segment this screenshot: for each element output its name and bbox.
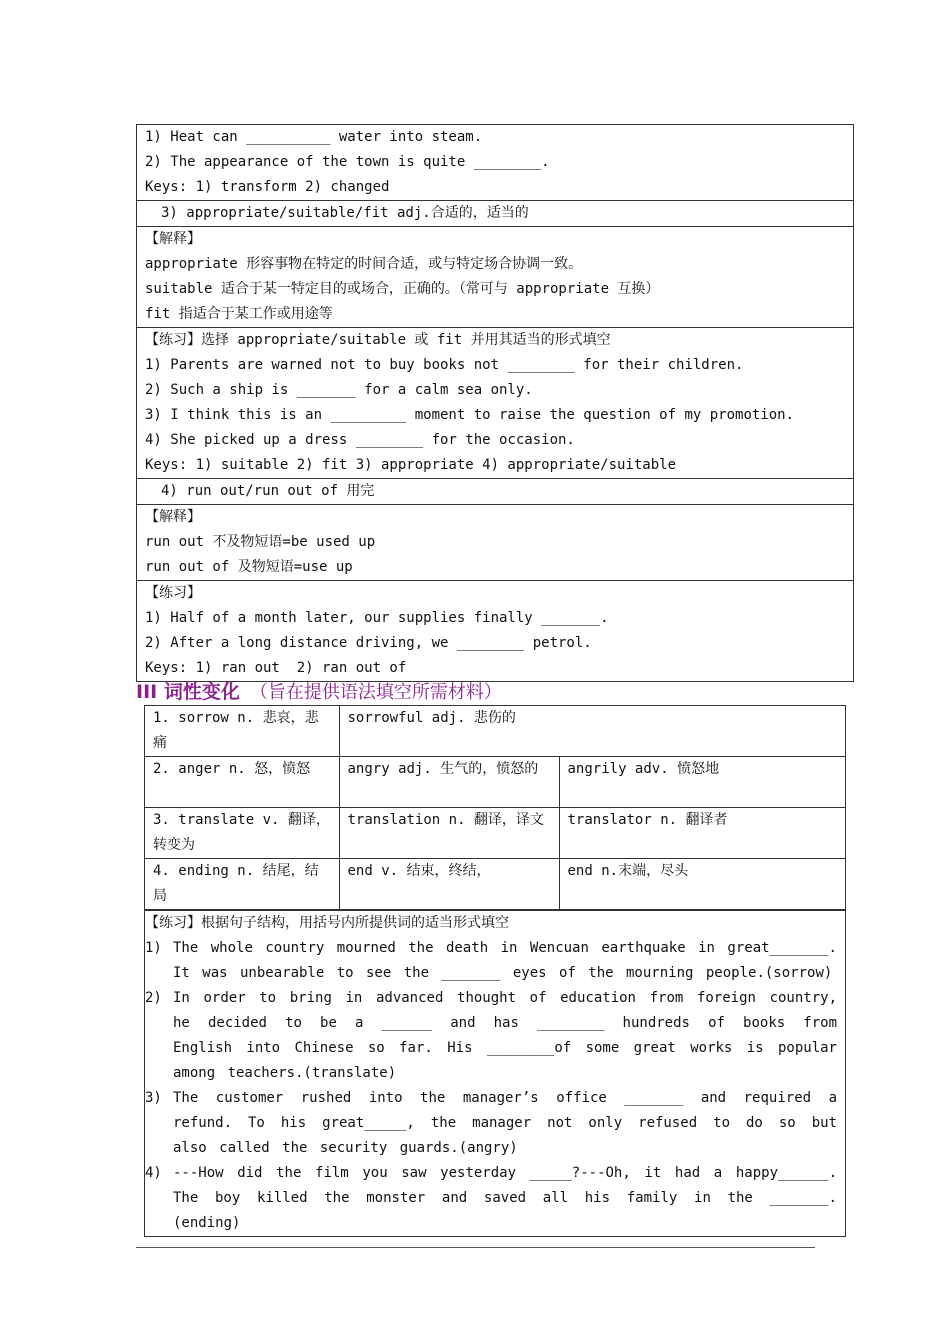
- exercise-line: 1) Half of a month later, our supplies finally _______.: [145, 610, 609, 626]
- item-text: The whole country mourned the death in Wencuan earthquake in great_______. It was unbearable to see the _______ eyes of the mourning people.(sorrow): [173, 940, 837, 981]
- table-cell: translation n. 翻译，译文: [339, 808, 559, 859]
- table-row: [145, 757, 845, 808]
- list-item: [145, 936, 837, 986]
- item-number: 1): [145, 940, 162, 956]
- table-cell: end n.末端，尽头: [559, 859, 845, 910]
- list-item: [145, 1161, 837, 1236]
- exercise-line: 2) The appearance of the town is quite ________.: [145, 154, 550, 170]
- practice-label: 【练习】根据句子结构，用括号内所提供词的适当形式填空: [145, 915, 509, 931]
- explanation-label: 【解释】: [145, 509, 201, 525]
- table-cell: sorrowful adj. 悲伤的: [339, 706, 845, 757]
- practice-label: 【练习】: [145, 585, 201, 601]
- explanation-line: run out 不及物短语=be used up: [145, 534, 376, 550]
- table-cell: 4. ending n. 结尾，结局: [145, 859, 339, 910]
- exercise-line: 4) She picked up a dress ________ for the occasion.: [145, 432, 575, 448]
- footer-divider: [136, 1247, 815, 1248]
- table-row: [145, 706, 845, 757]
- item-number: 3): [145, 1090, 162, 1106]
- list-item: [145, 986, 837, 1086]
- item-text: ---How did the film you saw yesterday _____?---Oh, it had a happy______. The boy killed the monster and saved all his family in the _______.(ending): [173, 1165, 837, 1231]
- section-subtitle: （旨在提供语法填空所需材料）: [249, 682, 502, 703]
- answer-keys: Keys: 1) transform 2) changed: [145, 179, 390, 195]
- explanation-run-out: [137, 504, 853, 580]
- item-number: 2): [145, 990, 162, 1006]
- word-heading: 3) appropriate/suitable/fit adj.合适的，适当的: [161, 205, 529, 221]
- answer-keys: Keys: 1) ran out 2) ran out of: [145, 660, 407, 676]
- table-row: [145, 859, 845, 910]
- practice-appropriate: [137, 327, 853, 478]
- table-cell: 2. anger n. 怒，愤怒: [145, 757, 339, 808]
- answer-keys: Keys: 1) suitable 2) fit 3) appropriate 4) appropriate/suitable: [145, 457, 677, 473]
- table-cell: 3. translate v. 翻译，转变为: [145, 808, 339, 859]
- item-number: 4): [145, 1165, 162, 1181]
- item-text: In order to bring in advanced thought of education from foreign country, he decided to be a ______ and has ________ hundreds of books from English into Chinese so far. His ________of some great works is popular among teachers.(translate): [173, 990, 837, 1081]
- explanation-line: appropriate 形容事物在特定的时间合适，或与特定场合协调一致。: [145, 256, 583, 272]
- exercise-line: 2) After a long distance driving, we ________ petrol.: [145, 635, 592, 651]
- table-cell: 1. sorrow n. 悲哀，悲痛: [145, 706, 339, 757]
- exercise-line: 2) Such a ship is _______ for a calm sea only.: [145, 382, 533, 398]
- section-title-main: III 词性变化: [136, 681, 240, 703]
- word-forms-table: [145, 706, 845, 910]
- table-cell: end v. 结束，终结，: [339, 859, 559, 910]
- exercise-line: 1) Heat can __________ water into steam.: [145, 129, 483, 145]
- explanation-label: 【解释】: [145, 231, 201, 247]
- section-title: [136, 679, 502, 705]
- practice-run-out: [137, 580, 853, 681]
- table-cell: angrily adv. 愤怒地: [559, 757, 845, 808]
- word-heading: 4) run out/run out of 用完: [161, 483, 375, 499]
- exercise-line: 3) I think this is an _________ moment to raise the question of my promotion.: [145, 407, 795, 423]
- exercise-line: 1) Parents are warned not to buy books not ________ for their children.: [145, 357, 744, 373]
- table-cell: angry adj. 生气的，愤怒的: [339, 757, 559, 808]
- word-forms-practice: [145, 910, 845, 1236]
- word-forms-box: [144, 705, 846, 1237]
- vocabulary-notes-box: [136, 124, 854, 682]
- word-heading-run-out: [137, 478, 853, 504]
- word-heading-appropriate: [137, 200, 853, 226]
- practice-label: 【练习】选择 appropriate/suitable 或 fit 并用其适当的形式填空: [145, 332, 611, 348]
- transform-practice: [137, 125, 853, 200]
- item-text: The customer rushed into the manager’s office _______ and required a refund. To his great_____, the manager not only refused to do so but also called the security guards.(angry): [173, 1090, 837, 1156]
- explanation-line: suitable 适合于某一特定目的或场合，正确的。（常可与 appropriate 互换）: [145, 281, 660, 297]
- explanation-line: fit 指适合于某工作或用途等: [145, 306, 333, 322]
- explanation-appropriate: [137, 226, 853, 327]
- table-cell: translator n. 翻译者: [559, 808, 845, 859]
- list-item: [145, 1086, 837, 1161]
- explanation-line: run out of 及物短语=use up: [145, 559, 353, 575]
- table-row: [145, 808, 845, 859]
